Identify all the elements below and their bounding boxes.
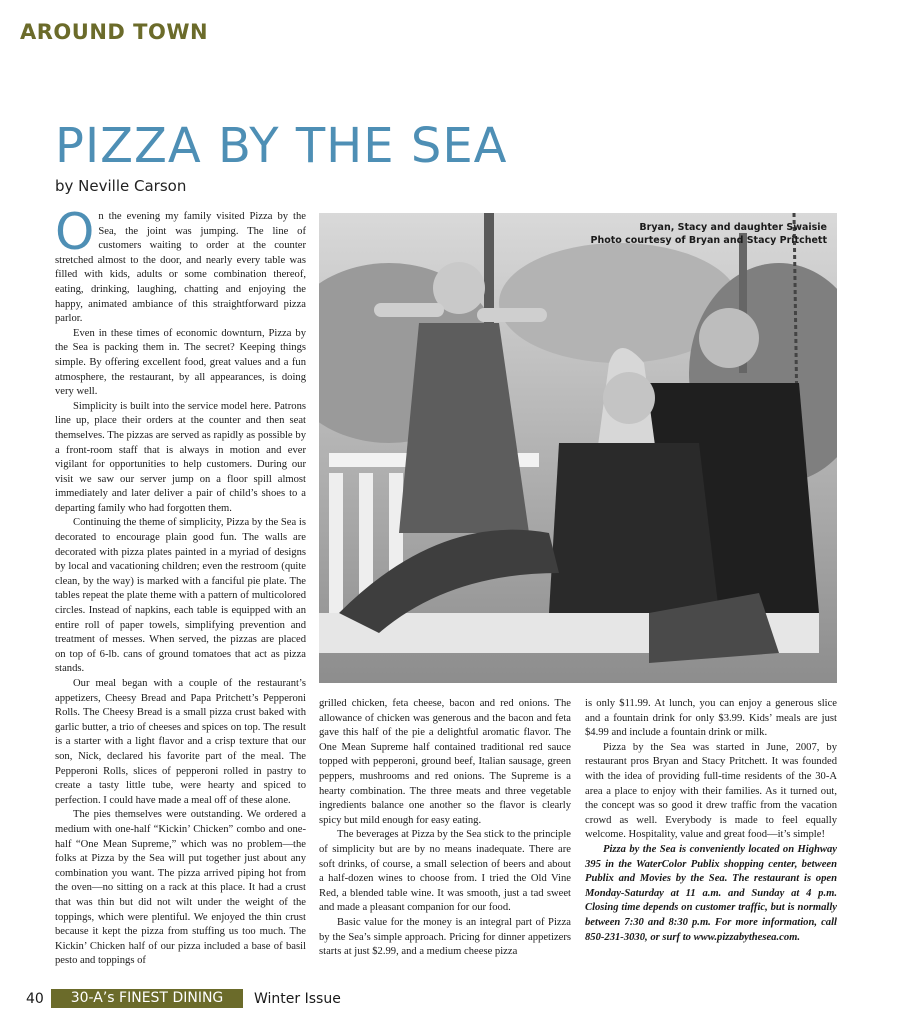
drop-cap: O bbox=[55, 203, 95, 261]
paragraph: is only $11.99. At lunch, you can enjoy a generous slice and a fountain drink for only $3.99. Kids’ meals are just $4.99 and include a fountain drink or milk. bbox=[585, 698, 837, 739]
page-number: 40 bbox=[26, 991, 44, 1007]
article-column-2 bbox=[319, 697, 571, 960]
location-info: Pizza by the Sea is conveniently located on Highway 395 in the WaterColor Publix shopping center, between Publix and Movies by the Sea. The restaurant is open Monday-Saturday at 11 a.m. and Sunday at 4 p.m. Closing time depends on customer traffic, but is normally between 7:30 and 8:30 p.m. For more information, call 850-231-3030, or surf to www.pizzabythesea.com. bbox=[585, 843, 837, 943]
paragraph: Pizza by the Sea was started in June, 2007, by restaurant pros Bryan and Stacy Pritchett. It was founded with the idea of providing full-time residents of the 30-A area a place to enjoy with their families. As it turned out, the concept was so good it drew traffic from the vacation crowd as well. Everybody is made to feel equally welcome. Hospitality, value and great food—it’s simple! bbox=[585, 741, 837, 841]
article-title: PIZZA BY THE SEA bbox=[55, 118, 508, 174]
paragraph bbox=[55, 203, 306, 327]
paragraph: grilled chicken, feta cheese, bacon and red onions. The allowance of chicken was generous and the bacon and feta gave this half of the pie a delightful aromatic flavor. The One Mean Supreme half contained traditional red sauce topped with pepperoni, ground beef, Italian sausage, green peppers, mushrooms and red onions. The Supreme is a hearty combination. The three meats and three vegetable ingredients balance one another so the flavor is clearly spicy but mild enough for easy eating. bbox=[319, 698, 571, 826]
paragraph: Simplicity is built into the service model here. Patrons line up, place their orders at the counter and then seat themselves. The pizzas are served as rapidly as possible by a front-room staff that is always in motion and ever vigilant for opportunities to help customers. During our visit we saw our server jump on a floor spill almost immediately and later deliver a pair of child’s shoes to a departing family who had forgotten them. bbox=[55, 400, 306, 514]
paragraph: Basic value for the money is an integral part of Pizza by the Sea’s simple approach. Pricing for dinner appetizers starts at just $2.99, and a medium cheese pizza bbox=[319, 916, 571, 958]
article-column-1 bbox=[55, 203, 306, 969]
paragraph: Continuing the theme of simplicity, Pizza by the Sea is decorated to encourage plain good fun. The walls are decorated with pizza plates painted in a myriad of designs by local and vacationing children; even the restroom (quite clean, by the way) is marked with a fanciful pie plate. The tables repeat the plate theme with a pattern of multicolored circles. Instead of napkins, each table is equipped with an entire roll of paper towels, simplifying prevention and treatment of messes. When served, the pizzas are placed on top of 6-lb. cans of ground tomatoes that act as pizza stands. bbox=[55, 517, 306, 675]
section-label: AROUND TOWN bbox=[20, 20, 209, 44]
byline: by Neville Carson bbox=[55, 177, 187, 195]
paragraph: Even in these times of economic downturn, Pizza by the Sea is packing them in. The secret? Keeping things simple. By offering excellent food, great values and a fun atmosphere, the restaurant, by all appearances, is doing very well. bbox=[55, 327, 306, 398]
page-footer bbox=[0, 988, 900, 1010]
publication-badge: 30-A’s FINEST DINING bbox=[51, 989, 243, 1008]
paragraph: Our meal began with a couple of the restaurant’s appetizers, Cheesy Bread and Papa Pritchett’s Pepperoni Rolls. The Cheesy Bread is a small pizza crust baked with garlic butter, a trio of cheeses and spices on top. The result is a starter with a light flavor and a crisp texture that our son, Nick, declared his favorite part of the meal. The Pepperoni Rolls, slices of pepperoni rolled in pastry to create a tasty little tube, were hearty and spiced to perfection. I could have made a meal off of these alone. bbox=[55, 678, 306, 806]
caption-credit: Photo courtesy of Bryan and Stacy Pritchett bbox=[590, 235, 827, 246]
issue-label: Winter Issue bbox=[254, 991, 341, 1007]
article-column-3 bbox=[585, 697, 837, 945]
caption-line: Bryan, Stacy and daughter Swaisie bbox=[639, 222, 827, 233]
photo-image bbox=[319, 213, 837, 683]
paragraph: The beverages at Pizza by the Sea stick to the principle of simplicity but are by no means inadequate. There are soft drinks, of course, a small selection of beers and about a half-dozen wines to choose from. I tried the Old Vine Red, a blended table wine. It was smooth, just a tad sweet and made a pleasant companion for our food. bbox=[319, 829, 571, 914]
photo-caption bbox=[590, 221, 827, 247]
paragraph-text: n the evening my family visited Pizza by the Sea, the joint was jumping. The line of customers waiting to order at the counter stretched almost to the door, and nearly every table was filled with kids, adults or some combination thereof, eating, drinking, laughing, chatting and enjoying the happy, animated ambiance of this straightforward pizza parlor. bbox=[55, 211, 306, 325]
paragraph: The pies themselves were outstanding. We ordered a medium with one-half “Kickin’ Chicken” combo and one-half “One Mean Supreme,” which was no problem—the folks at Pizza by the Sea will put together just about any combination you want. The pizza arrived piping hot from the oven—no sitting on a rack at this place. It had a crust that was thin but did not wilt under the weight of the toppings, which were plentiful. We enjoyed the thin crust because it kept the pizza from stuffing us too much. The Kickin’ Chicken half of our pizza included a base of basil pesto and toppings of bbox=[55, 809, 306, 967]
family-photo bbox=[319, 213, 837, 683]
